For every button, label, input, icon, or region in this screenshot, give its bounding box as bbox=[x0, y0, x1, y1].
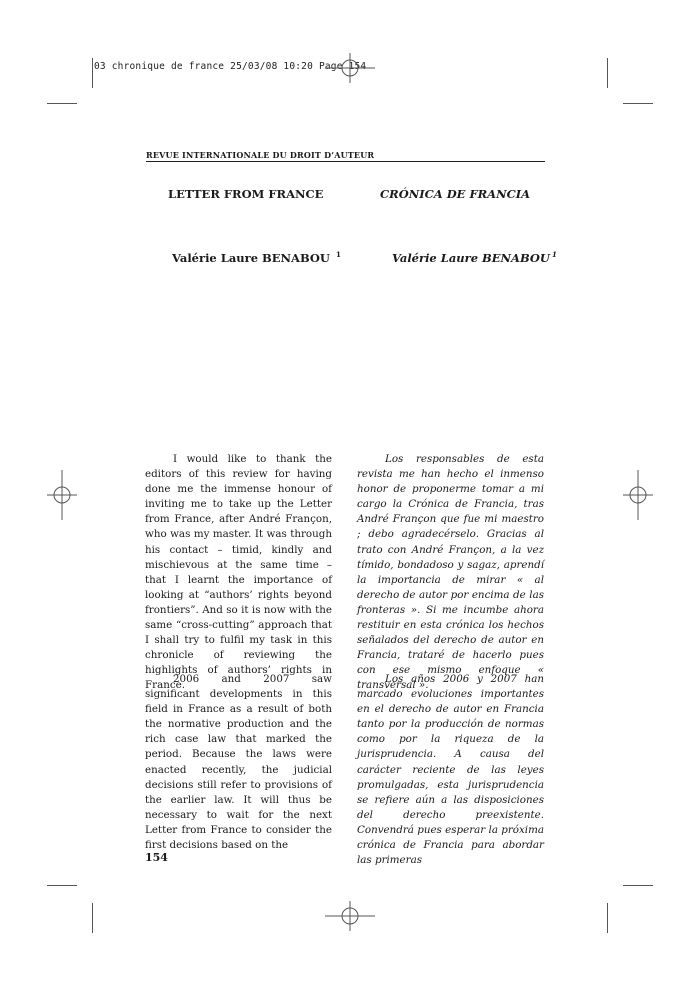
crop-mark-bottom-right-vertical bbox=[607, 903, 608, 933]
page-number: 154 bbox=[145, 851, 168, 864]
registration-mark-top bbox=[325, 53, 375, 83]
crop-mark-top-right-vertical bbox=[607, 58, 608, 88]
journal-running-header: REVUE INTERNATIONALE DU DROIT D’AUTEUR bbox=[146, 150, 375, 160]
spanish-author-line bbox=[392, 250, 557, 265]
crop-mark-bottom-left-horizontal bbox=[47, 885, 77, 886]
registration-mark-left bbox=[47, 470, 77, 520]
crop-mark-bottom-right-horizontal bbox=[623, 885, 653, 886]
printer-slug-line: 03 chronique de france 25/03/08 10:20 Page 154 bbox=[94, 61, 367, 72]
crop-mark-top-left-horizontal bbox=[47, 103, 77, 104]
crop-mark-bottom-left-vertical bbox=[92, 903, 93, 933]
spanish-paragraph-1: Los responsables de esta revista me han hecho el inmenso honor de proponerme tomar a mi cargo la Crónica de Francia, tras André Françon que fue mi maestro ; debo agradecérselo. Gracias al trato con André Françon, a la vez tímido, bondadoso y sagaz, aprendí la importancia de mirar « al derecho de autor por encima de las fronteras ». Si me incumbe ahora restituir en esta crónica los hechos señalados del derecho de autor en Francia, trataré de hacerlo pues con ese mismo enfoque « transversal ». bbox=[357, 453, 544, 692]
spanish-paragraph-2: Los años 2006 y 2007 han marcado evoluciones importantes en el derecho de autor en Francia tanto por la producción de normas como por la riqueza de la jurisprudencia. A causa del carácter reciente de las leyes promulgadas, esta jurisprudencia se refiere aún a las disposiciones del derecho preexistente. Convendrá pues esperar la próxima crónica de Francia para abordar las primeras bbox=[357, 673, 544, 867]
spanish-column-title: CRÓNICA DE FRANCIA bbox=[380, 187, 531, 201]
english-paragraph-2: 2006 and 2007 saw significant developments in this field in France as a result of both the normative production and the rich case law that marked the period. Because the laws were enacted recently, the judicial decisions still refer to provisions of the earlier law. It will thus be necessary to wait for the next Letter from France to consider the first decisions based on the bbox=[145, 673, 332, 852]
english-author-line bbox=[172, 250, 341, 265]
english-column-title: LETTER FROM FRANCE bbox=[168, 187, 324, 201]
spanish-author-name: Valérie Laure BENABOU bbox=[392, 250, 550, 265]
crop-mark-top-right-horizontal bbox=[623, 103, 653, 104]
crop-mark-top-left-vertical bbox=[92, 58, 93, 88]
english-footnote-ref: 1 bbox=[335, 250, 341, 259]
registration-mark-right bbox=[623, 470, 653, 520]
english-paragraph-1: I would like to thank the editors of this review for having done me the immense honour of inviting me to take up the Letter from France, after André Françon, who was my master. It was through his contact – timid, kindly and mischievous at the same time – that I learnt the importance of looking at “authors’ rights beyond frontiers”. And so it is now with the same “cross-cutting” approach that I shall try to fulfil my task in this chronicle of reviewing the highlights of authors’ rights in France. bbox=[145, 453, 332, 692]
english-author-name: Valérie Laure BENABOU bbox=[172, 250, 330, 265]
spanish-footnote-ref: 1 bbox=[551, 250, 557, 259]
header-rule bbox=[146, 161, 545, 162]
registration-mark-bottom bbox=[325, 901, 375, 931]
